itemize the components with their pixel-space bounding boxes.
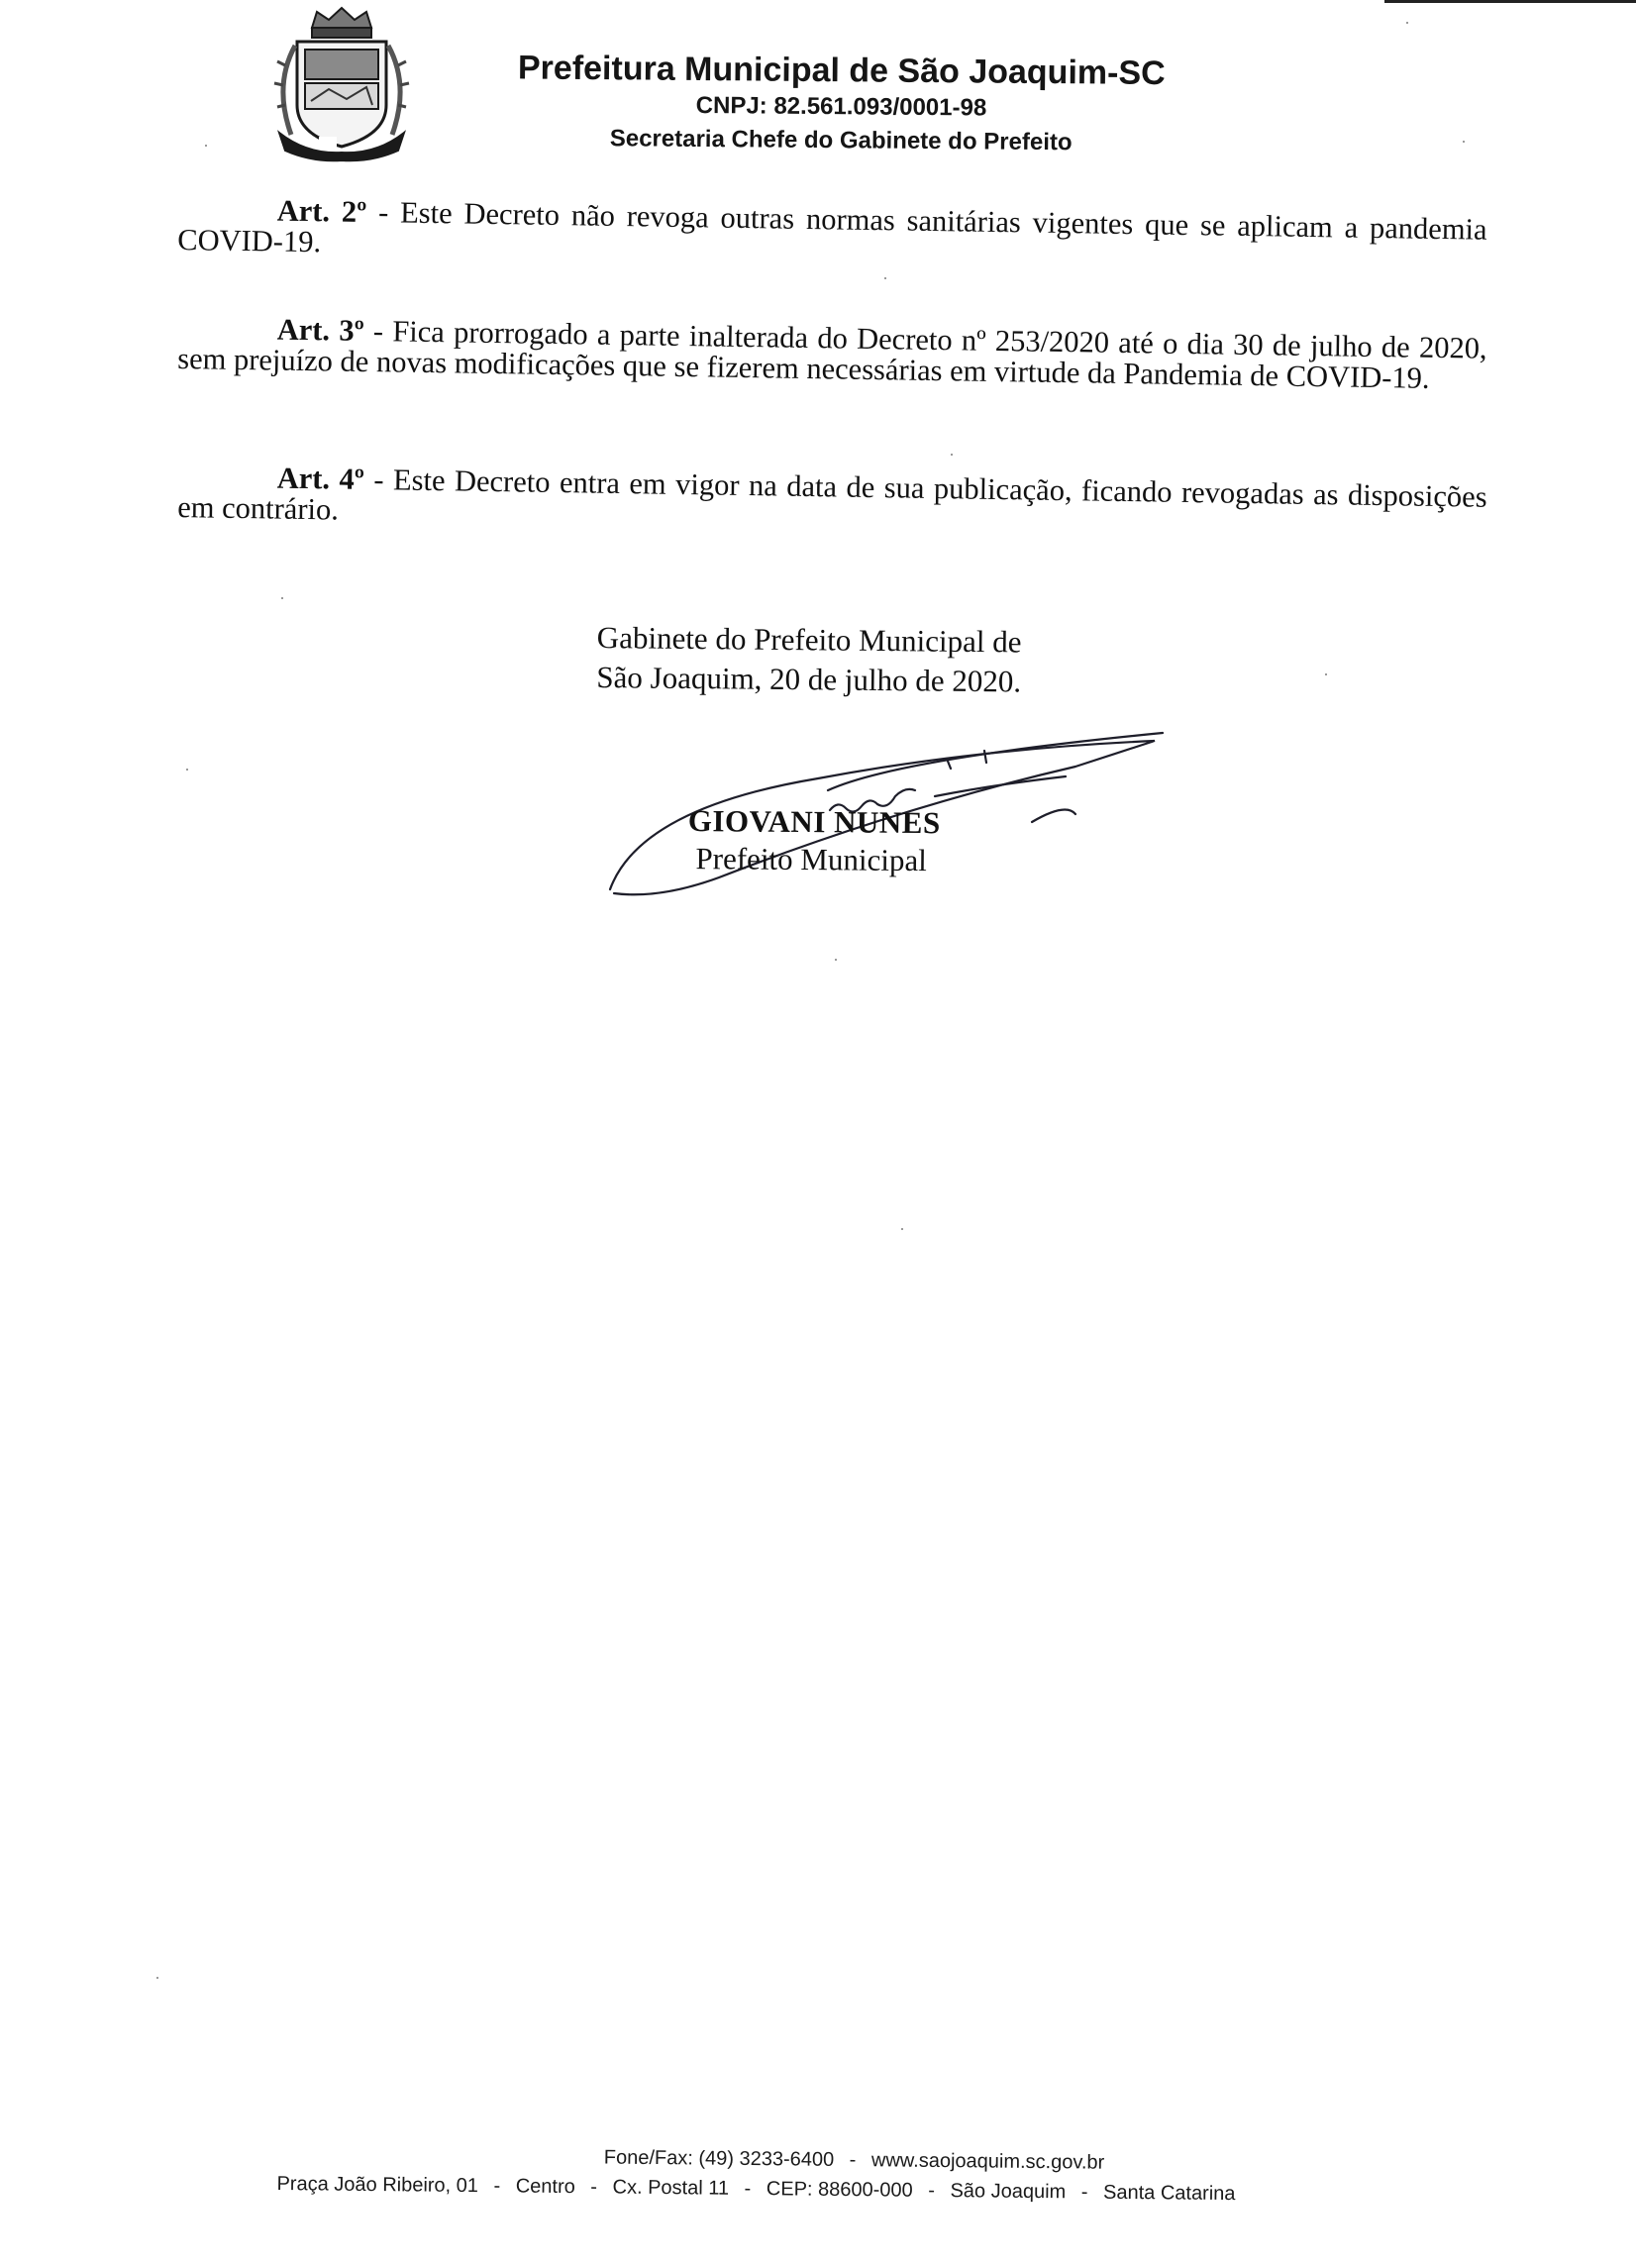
scan-speck	[1406, 22, 1408, 24]
article-text: - Este Decreto entra em vigor na data de sua publicação, ficando revogadas as disposições em contrário.	[177, 462, 1487, 527]
letterhead	[474, 48, 1208, 160]
footer-postal-box: Cx. Postal 11	[612, 2176, 730, 2200]
footer-separator: -	[928, 2179, 936, 2202]
footer-address: Praça João Ribeiro, 01	[276, 2172, 479, 2198]
closing-line-2: São Joaquim, 20 de julho de 2020.	[596, 659, 1022, 699]
article-3	[177, 313, 1487, 395]
article-text: - Fica prorrogado a parte inalterada do Decreto nº 253/2020 até o dia 30 de julho de 2020, sem prejuízo de novas modificações que se fizerem necessárias em virtude da Pandemia de COVID-19.	[177, 313, 1487, 395]
scan-speck	[951, 454, 953, 456]
footer-city: São Joaquim	[950, 2180, 1067, 2204]
article-label: Art. 4º	[276, 461, 365, 496]
closing-place-date	[596, 618, 1022, 701]
footer-district: Centro	[515, 2175, 575, 2199]
article-text: - Este Decreto não revoga outras normas sanitárias vigentes que se aplicam a pandemia COVID-19.	[177, 194, 1487, 259]
footer-separator: -	[590, 2176, 598, 2199]
scan-speck	[1325, 673, 1327, 675]
footer-cep: CEP: 88600-000	[766, 2178, 913, 2202]
coat-of-arms-icon	[267, 6, 416, 162]
footer-separator: -	[1080, 2181, 1088, 2204]
article-2	[177, 194, 1487, 276]
scan-speck	[186, 769, 188, 771]
signer-block	[687, 802, 941, 879]
scan-speck	[205, 145, 207, 147]
scan-speck	[835, 959, 837, 961]
article-label: Art. 3º	[276, 312, 364, 348]
scan-speck	[156, 1977, 158, 1979]
footer-separator: -	[493, 2175, 501, 2198]
scan-speck	[901, 1228, 903, 1230]
footer-website: www.saojoaquim.sc.gov.br	[870, 2149, 1105, 2174]
scan-speck	[281, 597, 283, 599]
cnpj-line: CNPJ: 82.561.093/0001-98	[695, 91, 987, 122]
municipality-title: Prefeitura Municipal de São Joaquim-SC	[517, 49, 1166, 93]
signer-role: Prefeito Municipal	[695, 841, 927, 878]
footer-separator: -	[849, 2149, 857, 2172]
footer-phone: Fone/Fax: (49) 3233-6400	[603, 2146, 835, 2171]
scan-speck	[1463, 141, 1465, 143]
article-4	[177, 462, 1487, 544]
top-edge-rule	[1384, 0, 1636, 3]
footer-separator: -	[744, 2177, 752, 2201]
article-label: Art. 2º	[276, 193, 367, 229]
secretaria-line: Secretaria Chefe do Gabinete do Prefeito	[609, 125, 1073, 156]
signer-name: GIOVANI NUNES	[687, 802, 941, 841]
footer-contact	[276, 2139, 1337, 2210]
scan-speck	[884, 277, 886, 279]
closing-line-1: Gabinete do Prefeito Municipal de	[596, 619, 1022, 660]
footer-state: Santa Catarina	[1102, 2181, 1236, 2206]
